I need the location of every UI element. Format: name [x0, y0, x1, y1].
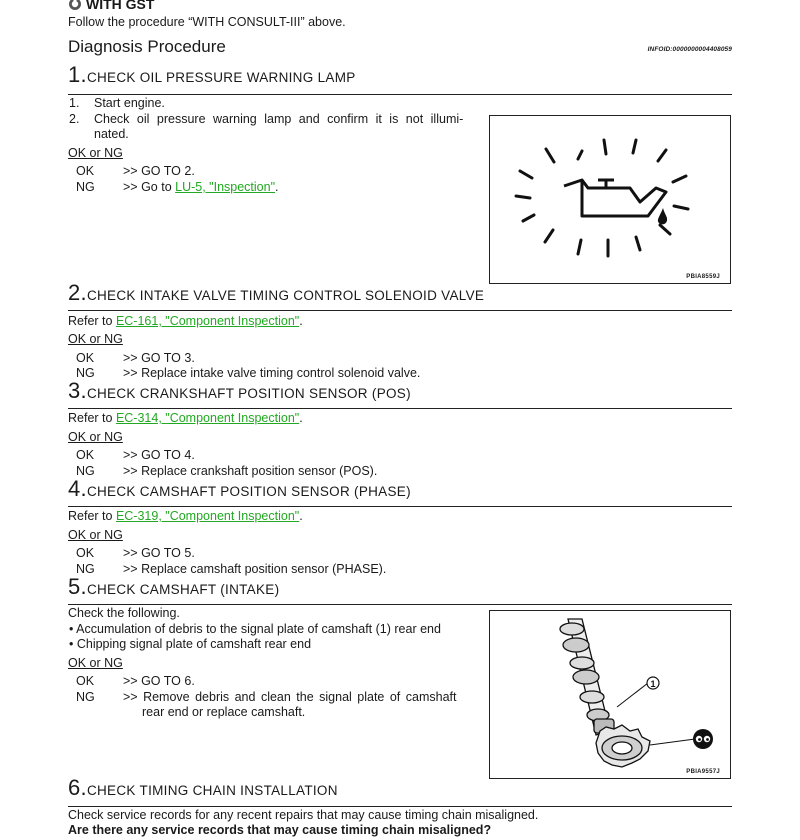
step-5-divider: [68, 604, 732, 605]
step-1-item-2-line-1: Check oil pressure warning lamp and confirm it is not illumi-: [94, 112, 464, 126]
step-1-ok-or-ng: OK or NG: [68, 146, 123, 160]
step-6-heading: [68, 775, 338, 801]
step-2-ng-label: NG: [76, 366, 95, 380]
step-3-ok-label: OK: [76, 448, 95, 462]
step-2-refer-prefix: Refer to: [68, 314, 116, 328]
step-5-ng-result-line-1: >> Remove debris and clean the signal plate of camshaft: [123, 690, 457, 704]
step-3-ng-result: >> Replace crankshaft position sensor (POS).: [123, 464, 378, 478]
step-3-title: CHECK CRANKSHAFT POSITION SENSOR (POS): [86, 386, 411, 401]
step-3-ok-or-ng: OK or NG: [68, 430, 123, 444]
step-1-item-1-number: 1.: [69, 96, 80, 110]
step-1-heading: [68, 62, 356, 88]
callout-1-label: 1: [650, 679, 656, 689]
step-3-ng-label: NG: [76, 464, 95, 478]
step-4-heading: [68, 476, 411, 502]
step-1-item-2-line-2: nated.: [94, 127, 129, 141]
info-id: INFOID:0000000004408059: [647, 46, 732, 53]
step-4-title: CHECK CAMSHAFT POSITION SENSOR (PHASE): [86, 484, 411, 499]
step-4-ok-label: OK: [76, 546, 95, 560]
step-2-refer: [68, 314, 303, 328]
step-1-ok-label: OK: [76, 164, 95, 178]
oil-pressure-warning-lamp-icon: [490, 116, 730, 283]
link-ec-161-component-inspection[interactable]: EC-161, "Component Inspection": [115, 314, 300, 328]
step-4-refer-prefix: Refer to: [68, 509, 116, 523]
step-5-title: CHECK CAMSHAFT (INTAKE): [86, 582, 280, 597]
figure-1-code: PBIA8559J: [686, 274, 720, 280]
step-5-ok-or-ng: OK or NG: [68, 656, 123, 670]
step-5-ok-result: >> GO TO 6.: [123, 674, 195, 688]
step-2-refer-suffix: .: [299, 314, 303, 328]
step-6-number: 6.: [68, 775, 87, 800]
step-4-refer: [68, 509, 303, 523]
with-gst-heading: [68, 0, 154, 12]
step-4-ng-result: >> Replace camshaft position sensor (PHASE).: [123, 562, 387, 576]
step-5-check-text: Check the following.: [68, 606, 180, 620]
step-3-divider: [68, 408, 732, 409]
step-5-bullet-2: • Chipping signal plate of camshaft rear end: [69, 637, 312, 651]
step-5-number: 5.: [68, 574, 87, 599]
step-1-ng-prefix: >> Go to: [123, 180, 176, 194]
step-4-ng-label: NG: [76, 562, 95, 576]
step-3-number: 3.: [68, 378, 87, 403]
oil-can-shape: [564, 180, 666, 216]
link-ec-319-component-inspection[interactable]: EC-319, "Component Inspection": [115, 509, 300, 523]
gst-tool-icon: [68, 0, 82, 11]
step-2-ng-result: >> Replace intake valve timing control solenoid valve.: [123, 366, 421, 380]
step-3-refer: [68, 411, 303, 425]
step-5-ok-label: OK: [76, 674, 95, 688]
follow-procedure-text: Follow the procedure “WITH CONSULT-III” above.: [68, 15, 346, 29]
link-lu-5-inspection[interactable]: LU-5, "Inspection": [175, 180, 276, 194]
step-6-divider: [68, 806, 732, 807]
camshaft-illustration: [490, 611, 730, 778]
step-5-ng-result-line-2: rear end or replace camshaft.: [142, 705, 306, 719]
step-1-item-2-number: 2.: [69, 112, 80, 126]
step-3-refer-suffix: .: [299, 411, 303, 425]
inspect-eyes-icon: [693, 729, 713, 749]
step-2-title: CHECK INTAKE VALVE TIMING CONTROL SOLENOID VALVE: [86, 288, 485, 303]
step-1-ok-result: >> GO TO 2.: [123, 164, 195, 178]
page-title: Diagnosis Procedure: [68, 37, 226, 56]
step-2-ok-label: OK: [76, 351, 95, 365]
step-4-number: 4.: [68, 476, 87, 501]
step-2-divider: [68, 310, 732, 311]
step-1-ng-result: [123, 180, 279, 194]
step-2-ok-result: >> GO TO 3.: [123, 351, 195, 365]
step-1-ng-suffix: .: [275, 180, 279, 194]
step-1-divider: [68, 94, 732, 95]
step-6-title: CHECK TIMING CHAIN INSTALLATION: [86, 783, 338, 798]
step-5-ng-label: NG: [76, 690, 95, 704]
step-3-refer-prefix: Refer to: [68, 411, 116, 425]
step-1-number: 1.: [68, 62, 87, 87]
step-1-ng-label: NG: [76, 180, 95, 194]
step-4-ok-or-ng: OK or NG: [68, 528, 123, 542]
step-2-number: 2.: [68, 280, 87, 305]
with-gst-label: WITH GST: [86, 0, 155, 12]
step-4-refer-suffix: .: [299, 509, 303, 523]
step-1-title: CHECK OIL PRESSURE WARNING LAMP: [86, 70, 356, 85]
step-4-divider: [68, 506, 732, 507]
link-ec-314-component-inspection[interactable]: EC-314, "Component Inspection": [115, 411, 300, 425]
step-3-ok-result: >> GO TO 4.: [123, 448, 195, 462]
camshaft-figure: [489, 610, 731, 779]
step-6-question: Are there any service records that may cause timing chain misaligned?: [68, 823, 492, 837]
step-2-ok-or-ng: OK or NG: [68, 332, 123, 346]
oil-drop-shape: [658, 208, 667, 224]
step-1-item-1: Start engine.: [94, 96, 165, 110]
step-2-heading: [68, 280, 484, 306]
oil-lamp-figure: [489, 115, 731, 284]
step-3-heading: [68, 378, 411, 404]
step-4-ok-result: >> GO TO 5.: [123, 546, 195, 560]
step-5-heading: [68, 574, 279, 600]
step-6-body: Check service records for any recent repairs that may cause timing chain misaligned.: [68, 808, 539, 822]
step-5-bullet-1: • Accumulation of debris to the signal plate of camshaft (1) rear end: [69, 622, 441, 636]
figure-2-code: PBIA9557J: [686, 769, 720, 775]
